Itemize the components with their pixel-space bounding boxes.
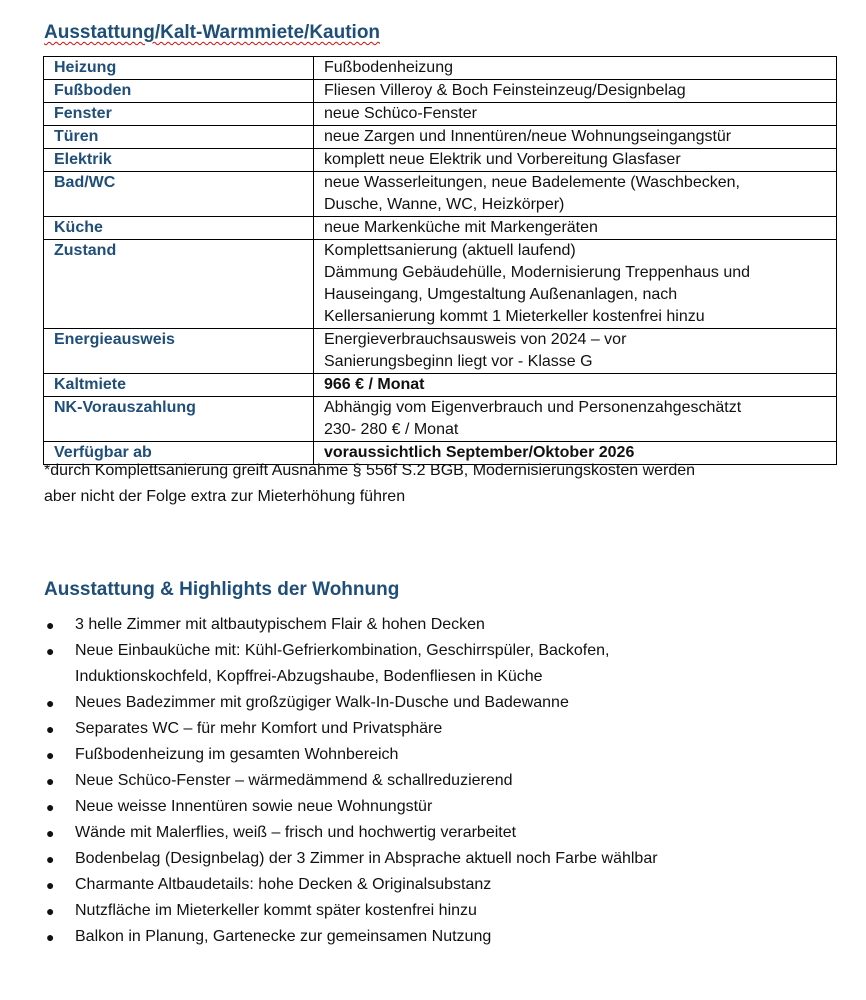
specs-value-line: voraussichtlich September/Oktober 2026 (324, 444, 635, 461)
specs-label: Küche (44, 217, 314, 240)
specs-value-line: Energieverbrauchsausweis von 2024 – vor (324, 331, 627, 348)
specs-value-line: Dämmung Gebäudehülle, Modernisierung Treppenhaus und (324, 264, 751, 281)
list-item-text: 3 helle Zimmer mit altbautypischem Flair & hohen Decken (75, 616, 485, 633)
specs-value (314, 80, 837, 103)
specs-row (44, 149, 837, 172)
list-item (44, 690, 834, 716)
specs-row (44, 374, 837, 397)
section-title-equipment-rent (44, 22, 380, 44)
specs-value-line: 230- 280 € / Monat (324, 421, 459, 438)
specs-row (44, 329, 837, 374)
bullet-icon: ● (46, 851, 55, 867)
list-item-text: Balkon in Planung, Gartenecke zur gemeinsamen Nutzung (75, 928, 492, 945)
list-item-text: Nutzfläche im Mieterkeller kommt später kostenfrei hinzu (75, 902, 477, 919)
specs-table (43, 56, 837, 465)
bullet-icon: ● (46, 695, 55, 711)
list-item-text: Bodenbelag (Designbelag) der 3 Zimmer in Absprache aktuell noch Farbe wählbar (75, 850, 658, 867)
list-item (44, 612, 834, 638)
specs-value (314, 126, 837, 149)
specs-row (44, 126, 837, 149)
list-item-text: Neue weisse Innentüren sowie neue Wohnungstür (75, 798, 433, 815)
bullet-icon: ● (46, 877, 55, 893)
list-item (44, 820, 834, 846)
specs-row (44, 80, 837, 103)
list-item (44, 794, 834, 820)
section-title-text: Ausstattung & Highlights der Wohnung (44, 579, 400, 600)
specs-value (314, 397, 837, 442)
specs-label: Fenster (44, 103, 314, 126)
list-item (44, 872, 834, 898)
specs-value-line: Fußbodenheizung (324, 59, 453, 76)
specs-value-line: Kellersanierung kommt 1 Mieterkeller kostenfrei hinzu (324, 308, 705, 325)
specs-label: Bad/WC (44, 172, 314, 217)
specs-value-line: Sanierungsbeginn liegt vor - Klasse G (324, 353, 593, 370)
specs-row (44, 397, 837, 442)
list-item (44, 742, 834, 768)
section-title-text: Ausstattung/Kalt-Warmmiete/Kaution (44, 22, 381, 43)
specs-value-line: Hauseingang, Umgestaltung Außenanlagen, nach (324, 286, 678, 303)
footnote-line: *durch Komplettsanierung greift Ausnahme § 556f S.2 BGB, Modernisierungskosten werden (44, 462, 696, 479)
specs-value (314, 103, 837, 126)
specs-value-line: neue Zargen und Innentüren/neue Wohnungseingangstür (324, 128, 732, 145)
specs-value-line: 966 € / Monat (324, 376, 425, 393)
specs-row (44, 103, 837, 126)
specs-label: Elektrik (44, 149, 314, 172)
list-item-text: Fußbodenheizung im gesamten Wohnbereich (75, 746, 399, 763)
specs-value (314, 217, 837, 240)
specs-value-line: Dusche, Wanne, WC, Heizkörper) (324, 196, 565, 213)
specs-label: Energieausweis (44, 329, 314, 374)
list-item-text: Neue Einbauküche mit: Kühl-Gefrierkombination, Geschirrspüler, Backofen, (75, 642, 610, 659)
specs-label: Zustand (44, 240, 314, 329)
specs-value-line: neue Markenküche mit Markengeräten (324, 219, 598, 236)
specs-value-line: Komplettsanierung (aktuell laufend) (324, 242, 576, 259)
specs-label: Heizung (44, 57, 314, 80)
bullet-icon: ● (46, 825, 55, 841)
specs-value (314, 374, 837, 397)
list-item (44, 638, 834, 690)
bullet-icon: ● (46, 903, 55, 919)
specs-table-body (44, 57, 837, 465)
bullet-icon: ● (46, 617, 55, 633)
footnote-line: aber nicht der Folge extra zur Mieterhöhung führen (44, 488, 406, 505)
specs-value-line: Abhängig vom Eigenverbrauch und Personenzahgeschätzt (324, 399, 742, 416)
list-item (44, 898, 834, 924)
specs-value (314, 240, 837, 329)
specs-row (44, 217, 837, 240)
list-item-text: Neue Schüco-Fenster – wärmedämmend & schallreduzierend (75, 772, 513, 789)
bullet-icon: ● (46, 721, 55, 737)
bullet-icon: ● (46, 799, 55, 815)
specs-label: NK-Vorauszahlung (44, 397, 314, 442)
bullet-icon: ● (46, 773, 55, 789)
specs-value-line: neue Schüco-Fenster (324, 105, 477, 122)
list-item (44, 924, 834, 950)
specs-row (44, 240, 837, 329)
list-item-text: Charmante Altbaudetails: hohe Decken & Originalsubstanz (75, 876, 492, 893)
list-item-text: Wände mit Malerflies, weiß – frisch und hochwertig verarbeitet (75, 824, 517, 841)
specs-value (314, 149, 837, 172)
bullet-icon: ● (46, 929, 55, 945)
specs-label: Verfügbar ab (44, 442, 314, 465)
section-title-highlights (44, 579, 399, 601)
list-item (44, 716, 834, 742)
specs-label: Fußboden (44, 80, 314, 103)
bullet-icon: ● (46, 747, 55, 763)
specs-value (314, 329, 837, 374)
list-item-text: Neues Badezimmer mit großzügiger Walk-In-Dusche und Badewanne (75, 694, 569, 711)
specs-value (314, 57, 837, 80)
specs-value-line: neue Wasserleitungen, neue Badelemente (Waschbecken, (324, 174, 740, 191)
specs-value-line: komplett neue Elektrik und Vorbereitung Glasfaser (324, 151, 681, 168)
list-item (44, 768, 834, 794)
specs-row (44, 57, 837, 80)
list-item (44, 846, 834, 872)
specs-value-line: Fliesen Villeroy & Boch Feinsteinzeug/Designbelag (324, 82, 686, 99)
bullet-icon: ● (46, 643, 55, 659)
specs-label: Türen (44, 126, 314, 149)
highlights-list (44, 612, 834, 950)
footnote (44, 458, 834, 510)
list-item-text: Separates WC – für mehr Komfort und Privatsphäre (75, 720, 443, 737)
specs-row (44, 172, 837, 217)
list-item-text: Induktionskochfeld, Kopffrei-Abzugshaube, Bodenfliesen in Küche (75, 668, 543, 685)
specs-label: Kaltmiete (44, 374, 314, 397)
specs-value (314, 172, 837, 217)
